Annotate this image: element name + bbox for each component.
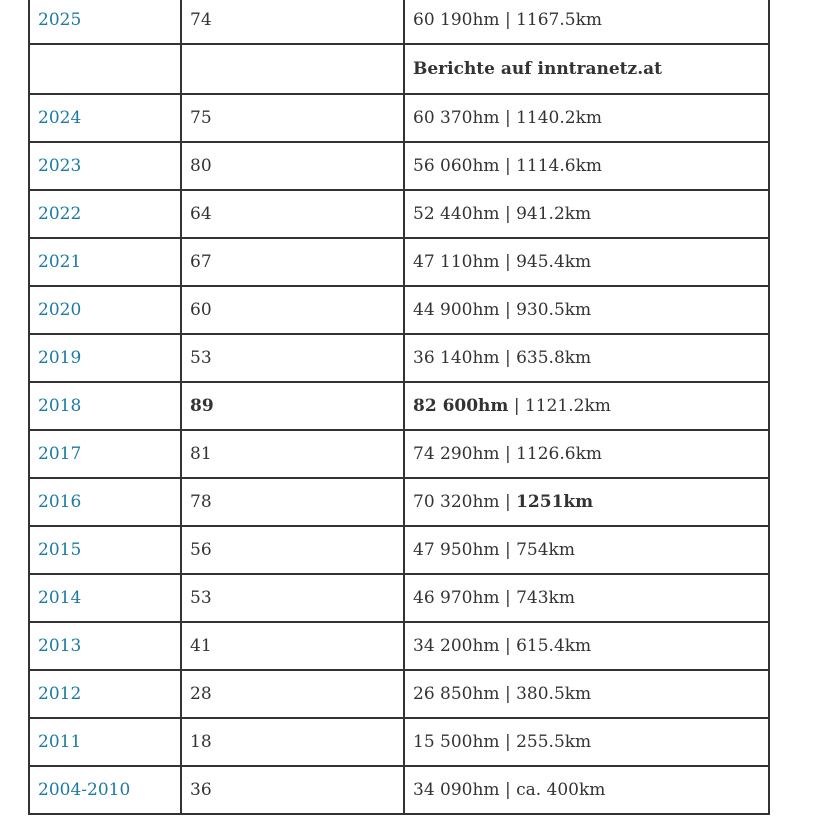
- stats-cell: [404, 478, 769, 526]
- count-value: 53: [190, 348, 212, 368]
- stats-text: 44 900hm | 930.5km: [413, 300, 592, 320]
- stats-text: 34 200hm | 615.4km: [413, 636, 592, 656]
- count-cell: [181, 334, 404, 382]
- table-body: [29, 0, 769, 814]
- stats-cell: [404, 382, 769, 430]
- year-link[interactable]: 2021: [38, 252, 82, 272]
- stats-cell: [404, 526, 769, 574]
- stats-text: | 1121.2km: [508, 396, 611, 416]
- stats-text: 82 600hm: [413, 396, 509, 416]
- table-row: [29, 286, 769, 334]
- table-row: [29, 526, 769, 574]
- year-cell: [29, 622, 181, 670]
- count-value: 89: [190, 396, 214, 416]
- stats-cell: [404, 766, 769, 814]
- count-value: 18: [190, 732, 212, 752]
- stats-cell: [404, 286, 769, 334]
- stats-cell: [404, 190, 769, 238]
- year-cell: [29, 44, 181, 94]
- stats-text: 56 060hm | 1114.6km: [413, 156, 602, 176]
- count-cell: [181, 286, 404, 334]
- count-cell: [181, 574, 404, 622]
- count-value: 28: [190, 684, 212, 704]
- year-link[interactable]: 2019: [38, 348, 82, 368]
- year-link[interactable]: 2015: [38, 540, 82, 560]
- stats-cell: [404, 430, 769, 478]
- table-row: [29, 670, 769, 718]
- count-value: 60: [190, 300, 212, 320]
- year-link[interactable]: 2017: [38, 444, 82, 464]
- stats-text: 60 190hm | 1167.5km: [413, 10, 602, 30]
- stats-cell: [404, 718, 769, 766]
- year-link[interactable]: 2011: [38, 732, 82, 752]
- stats-text: 74 290hm | 1126.6km: [413, 444, 602, 464]
- table-row: [29, 766, 769, 814]
- stats-text: 34 090hm | ca. 400km: [413, 780, 606, 800]
- year-link[interactable]: 2018: [38, 396, 82, 416]
- count-cell: [181, 622, 404, 670]
- table-row: [29, 574, 769, 622]
- table-row: [29, 238, 769, 286]
- stats-text: 26 850hm | 380.5km: [413, 684, 592, 704]
- stats-cell: [404, 0, 769, 44]
- count-value: 75: [190, 108, 212, 128]
- year-link[interactable]: 2016: [38, 492, 82, 512]
- year-link[interactable]: 2004-2010: [38, 780, 131, 800]
- stats-cell: [404, 44, 769, 94]
- stats-text: 60 370hm | 1140.2km: [413, 108, 602, 128]
- count-value: 67: [190, 252, 212, 272]
- table-row: [29, 94, 769, 142]
- stats-text: Berichte auf inntranetz.at: [413, 59, 662, 79]
- count-cell: [181, 0, 404, 44]
- year-cell: [29, 574, 181, 622]
- count-cell: [181, 142, 404, 190]
- table-row: [29, 622, 769, 670]
- year-link[interactable]: 2025: [38, 10, 82, 30]
- year-cell: [29, 190, 181, 238]
- count-value: 64: [190, 204, 212, 224]
- count-cell: [181, 430, 404, 478]
- count-cell: [181, 478, 404, 526]
- stats-cell: [404, 334, 769, 382]
- year-link[interactable]: 2023: [38, 156, 82, 176]
- stats-cell: [404, 670, 769, 718]
- year-link[interactable]: 2014: [38, 588, 82, 608]
- count-cell: [181, 526, 404, 574]
- count-value: 78: [190, 492, 212, 512]
- table-row: [29, 0, 769, 44]
- year-cell: [29, 478, 181, 526]
- stats-cell: [404, 574, 769, 622]
- year-link[interactable]: 2022: [38, 204, 82, 224]
- year-cell: [29, 382, 181, 430]
- count-value: 41: [190, 636, 212, 656]
- yearly-stats-table: [28, 0, 770, 815]
- year-link[interactable]: 2013: [38, 636, 82, 656]
- stats-cell: [404, 142, 769, 190]
- count-value: 80: [190, 156, 212, 176]
- stats-text: 47 110hm | 945.4km: [413, 252, 592, 272]
- count-value: 56: [190, 540, 212, 560]
- stats-cell: [404, 238, 769, 286]
- table-row: [29, 382, 769, 430]
- year-cell: [29, 526, 181, 574]
- table-row: [29, 44, 769, 94]
- year-cell: [29, 238, 181, 286]
- table-row: [29, 478, 769, 526]
- year-link[interactable]: 2012: [38, 684, 82, 704]
- count-cell: [181, 766, 404, 814]
- year-cell: [29, 286, 181, 334]
- count-value: 36: [190, 780, 212, 800]
- table-row: [29, 190, 769, 238]
- year-link[interactable]: 2024: [38, 108, 82, 128]
- year-cell: [29, 334, 181, 382]
- count-value: 74: [190, 10, 212, 30]
- table-row: [29, 430, 769, 478]
- count-cell: [181, 670, 404, 718]
- count-cell: [181, 718, 404, 766]
- year-link[interactable]: 2020: [38, 300, 82, 320]
- count-cell: [181, 382, 404, 430]
- year-cell: [29, 766, 181, 814]
- count-cell: [181, 190, 404, 238]
- table-row: [29, 142, 769, 190]
- year-cell: [29, 430, 181, 478]
- table-row: [29, 718, 769, 766]
- stats-table-container: [28, 0, 770, 815]
- year-cell: [29, 670, 181, 718]
- year-cell: [29, 142, 181, 190]
- count-cell: [181, 44, 404, 94]
- stats-text: 70 320hm |: [413, 492, 517, 512]
- stats-text: 52 440hm | 941.2km: [413, 204, 592, 224]
- count-value: 53: [190, 588, 212, 608]
- year-cell: [29, 0, 181, 44]
- stats-text: 36 140hm | 635.8km: [413, 348, 592, 368]
- count-cell: [181, 94, 404, 142]
- stats-cell: [404, 94, 769, 142]
- stats-text: 15 500hm | 255.5km: [413, 732, 592, 752]
- stats-text: 47 950hm | 754km: [413, 540, 575, 560]
- year-cell: [29, 718, 181, 766]
- count-value: 81: [190, 444, 212, 464]
- year-cell: [29, 94, 181, 142]
- stats-text: 1251km: [516, 492, 594, 512]
- stats-text: 46 970hm | 743km: [413, 588, 575, 608]
- stats-cell: [404, 622, 769, 670]
- table-row: [29, 334, 769, 382]
- count-cell: [181, 238, 404, 286]
